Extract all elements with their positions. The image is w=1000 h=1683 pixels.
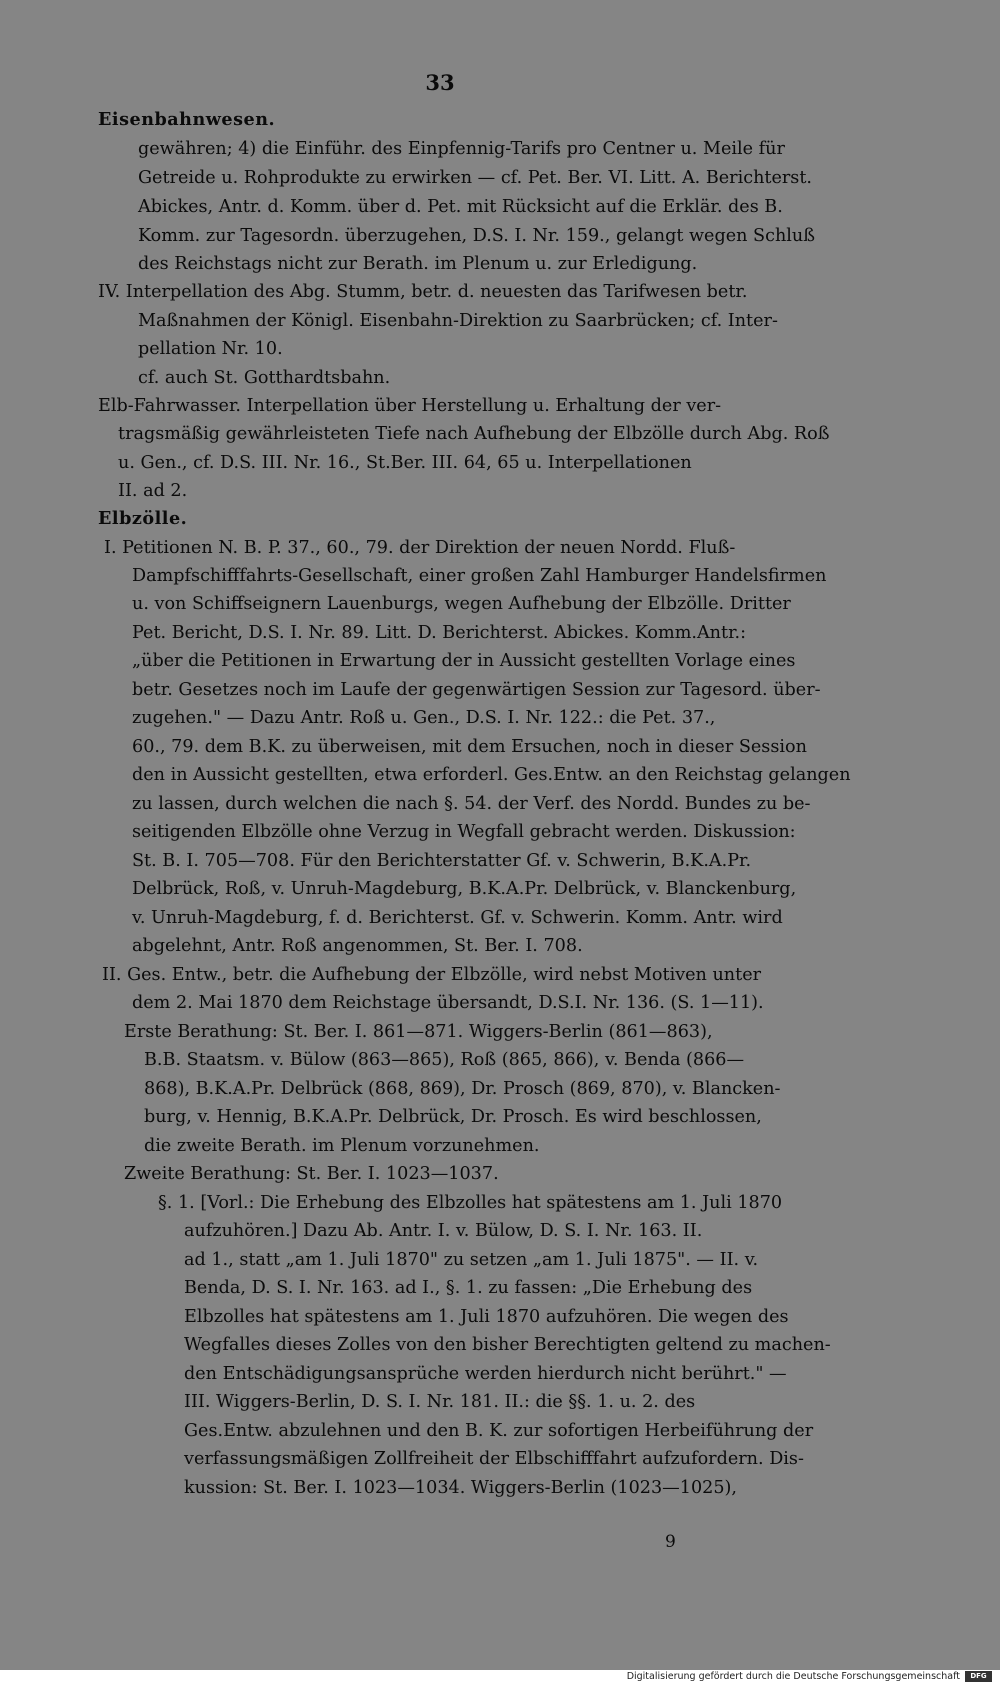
text-line: Benda, D. S. I. Nr. 163. ad I., §. 1. zu fassen: „Die Erhebung des bbox=[184, 1278, 753, 1298]
text-line: zu lassen, durch welchen die nach §. 54. der Verf. des Nordd. Bundes zu be- bbox=[132, 794, 811, 814]
text-line: Pet. Bericht, D.S. I. Nr. 89. Litt. D. Berichterst. Abickes. Komm.Antr.: bbox=[132, 623, 747, 643]
text-line: „über die Petitionen in Erwartung der in Aussicht gestellten Vorlage eines bbox=[132, 651, 796, 671]
text-line: St. B. I. 705—708. Für den Berichterstatter Gf. v. Schwerin, B.K.A.Pr. bbox=[132, 851, 752, 871]
digitization-footer bbox=[0, 1670, 1000, 1683]
text-line: u. Gen., cf. D.S. III. Nr. 16., St.Ber. III. 64, 65 u. Interpellationen bbox=[118, 453, 692, 473]
text-line: betr. Gesetzes noch im Laufe der gegenwärtigen Session zur Tagesord. über- bbox=[132, 680, 821, 700]
text-line: B.B. Staatsm. v. Bülow (863—865), Roß (865, 866), v. Benda (866— bbox=[144, 1050, 745, 1070]
text-line: burg, v. Hennig, B.K.A.Pr. Delbrück, Dr. Prosch. Es wird beschlossen, bbox=[144, 1107, 762, 1127]
text-line: Wegfalles dieses Zolles von den bisher Berechtigten geltend zu machen- bbox=[184, 1335, 831, 1355]
text-line: §. 1. [Vorl.: Die Erhebung des Elbzolles hat spätestens am 1. Juli 1870 bbox=[158, 1193, 783, 1213]
text-line: zugehen." — Dazu Antr. Roß u. Gen., D.S. I. Nr. 122.: die Pet. 37., bbox=[132, 708, 716, 728]
text-line: Abickes, Antr. d. Komm. über d. Pet. mit Rücksicht auf die Erklär. des B. bbox=[138, 197, 783, 217]
text-line: 60., 79. dem B.K. zu überweisen, mit dem Ersuchen, noch in dieser Session bbox=[132, 737, 807, 757]
text-line: I. Petitionen N. B. P. 37., 60., 79. der Direktion der neuen Nordd. Fluß- bbox=[104, 538, 736, 558]
dfg-logo: DFG bbox=[965, 1671, 992, 1682]
text-line: 868), B.K.A.Pr. Delbrück (868, 869), Dr. Prosch (869, 870), v. Blancken- bbox=[144, 1079, 781, 1099]
text-line: cf. auch St. Gotthardtsbahn. bbox=[138, 368, 391, 388]
footer-credit: Digitalisierung gefördert durch die Deutsche Forschungsgemeinschaft bbox=[626, 1671, 960, 1682]
text-line: des Reichstags nicht zur Berath. im Plenum u. zur Erledigung. bbox=[138, 254, 698, 274]
text-line: aufzuhören.] Dazu Ab. Antr. I. v. Bülow, D. S. I. Nr. 163. II. bbox=[184, 1221, 703, 1241]
text-line: ad 1., statt „am 1. Juli 1870" zu setzen „am 1. Juli 1875". — II. v. bbox=[184, 1250, 759, 1270]
text-line: III. Wiggers-Berlin, D. S. I. Nr. 181. II.: die §§. 1. u. 2. des bbox=[184, 1392, 696, 1412]
signature-mark: 9 bbox=[665, 1532, 676, 1552]
text-line: Delbrück, Roß, v. Unruh-Magdeburg, B.K.A.Pr. Delbrück, v. Blanckenburg, bbox=[132, 879, 797, 899]
text-line: Getreide u. Rohprodukte zu erwirken — cf. Pet. Ber. VI. Litt. A. Berichterst. bbox=[138, 168, 812, 188]
text-line: verfassungsmäßigen Zollfreiheit der Elbschifffahrt aufzufordern. Dis- bbox=[184, 1449, 804, 1469]
text-line: Elb-Fahrwasser. Interpellation über Herstellung u. Erhaltung der ver- bbox=[98, 396, 722, 416]
section-heading: Elbzölle. bbox=[98, 508, 188, 529]
text-line: IV. Interpellation des Abg. Stumm, betr. d. neuesten das Tarifwesen betr. bbox=[98, 282, 748, 302]
text-line: Komm. zur Tagesordn. überzugehen, D.S. I. Nr. 159., gelangt wegen Schluß bbox=[138, 226, 816, 246]
text-line: Maßnahmen der Königl. Eisenbahn-Direktion zu Saarbrücken; cf. Inter- bbox=[138, 311, 778, 331]
text-line: dem 2. Mai 1870 dem Reichstage übersandt, D.S.I. Nr. 136. (S. 1—11). bbox=[132, 993, 764, 1013]
text-line: gewähren; 4) die Einführ. des Einpfennig-Tarifs pro Centner u. Meile für bbox=[138, 139, 785, 159]
text-line: seitigenden Elbzölle ohne Verzug in Wegfall gebracht werden. Diskussion: bbox=[132, 822, 796, 842]
text-line: v. Unruh-Magdeburg, f. d. Berichterst. Gf. v. Schwerin. Komm. Antr. wird bbox=[132, 908, 783, 928]
text-line: kussion: St. Ber. I. 1023—1034. Wiggers-Berlin (1023—1025), bbox=[184, 1478, 738, 1498]
section-heading: Eisenbahnwesen. bbox=[98, 109, 276, 130]
text-line: pellation Nr. 10. bbox=[138, 339, 283, 359]
text-line: den Entschädigungsansprüche werden hierdurch nicht berührt." — bbox=[184, 1364, 787, 1384]
text-line: Ges.Entw. abzulehnen und den B. K. zur sofortigen Herbeiführung der bbox=[184, 1421, 814, 1441]
text-line: II. Ges. Entw., betr. die Aufhebung der Elbzölle, wird nebst Motiven unter bbox=[102, 965, 762, 985]
text-line: Zweite Berathung: St. Ber. I. 1023—1037. bbox=[124, 1164, 499, 1184]
text-line: tragsmäßig gewährleisteten Tiefe nach Aufhebung der Elbzölle durch Abg. Roß bbox=[118, 424, 830, 444]
text-line: abgelehnt, Antr. Roß angenommen, St. Ber. I. 708. bbox=[132, 936, 583, 956]
text-line: Dampfschifffahrts-Gesellschaft, einer großen Zahl Hamburger Handelsfirmen bbox=[132, 566, 827, 586]
page-number: 33 bbox=[425, 70, 455, 95]
text-line: Erste Berathung: St. Ber. I. 861—871. Wiggers-Berlin (861—863), bbox=[124, 1022, 713, 1042]
text-line: Elbzolles hat spätestens am 1. Juli 1870 aufzuhören. Die wegen des bbox=[184, 1307, 789, 1327]
text-line: II. ad 2. bbox=[118, 481, 188, 501]
text-line: den in Aussicht gestellten, etwa erforderl. Ges.Entw. an den Reichstag gelangen bbox=[132, 765, 851, 785]
text-line: die zweite Berath. im Plenum vorzunehmen. bbox=[144, 1136, 540, 1156]
text-line: u. von Schiffseignern Lauenburgs, wegen Aufhebung der Elbzölle. Dritter bbox=[132, 594, 791, 614]
